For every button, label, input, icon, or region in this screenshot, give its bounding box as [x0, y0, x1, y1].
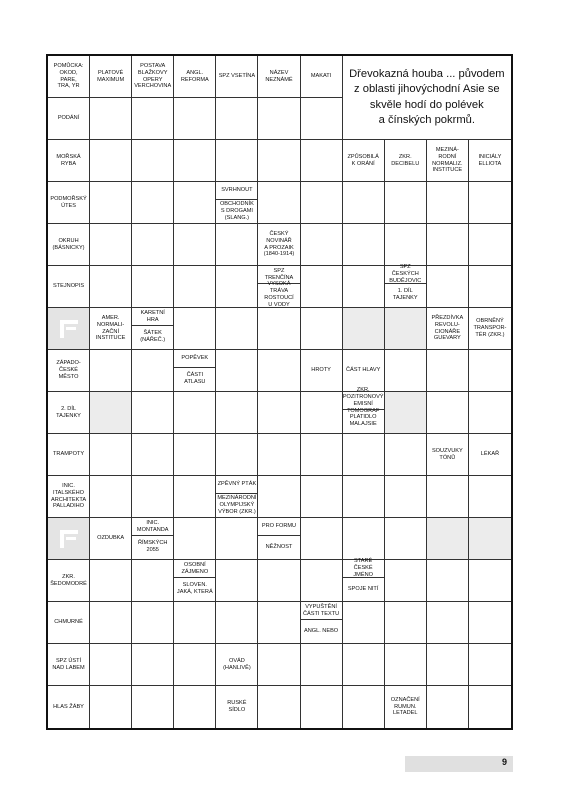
answer-cell[interactable] [385, 308, 427, 350]
answer-cell[interactable] [385, 224, 427, 266]
clue-cell [48, 644, 90, 686]
answer-cell[interactable] [174, 98, 216, 140]
answer-cell[interactable] [132, 140, 174, 182]
answer-cell[interactable] [427, 644, 469, 686]
puzzle-title: Dřevokazná houba ... původem z oblasti jihovýchodní Asie se skvěle hodí do polévek a čínských pokrmů. [343, 56, 511, 139]
answer-cell[interactable] [343, 182, 385, 224]
answer-cell[interactable] [258, 686, 300, 728]
answer-cell[interactable] [90, 602, 132, 644]
answer-cell[interactable] [427, 518, 469, 560]
answer-cell[interactable] [385, 392, 427, 434]
clue-cell [343, 350, 385, 392]
publisher-logo-icon [48, 518, 89, 559]
answer-cell[interactable] [216, 266, 258, 308]
answer-cell[interactable] [343, 266, 385, 308]
clue-cell [174, 56, 216, 98]
clue-text-bottom: OBCHODNÍK S DROGAMI (SLANG.) [216, 199, 257, 223]
answer-cell[interactable] [216, 98, 258, 140]
answer-cell[interactable] [258, 350, 300, 392]
answer-cell[interactable] [427, 602, 469, 644]
clue-text-top: SPZ ČESKÝCH BUDĚJOVIC [389, 264, 422, 285]
clue-text-bottom: MEZINÁRODNÍ OLYMPIJSKÝ VÝBOR (ZKR.) [216, 493, 257, 517]
clue-text: ZKR. DECIBELU [391, 153, 420, 167]
clue-text: PODMOŘSKÝ ÚTES [50, 195, 87, 209]
clue-text: MAKATI [310, 73, 332, 79]
answer-cell[interactable] [385, 434, 427, 476]
clue-cell [48, 434, 90, 476]
clue-cell [48, 476, 90, 518]
answer-cell[interactable] [174, 602, 216, 644]
answer-cell[interactable] [385, 560, 427, 602]
clue-cell [132, 308, 174, 350]
answer-cell[interactable] [90, 224, 132, 266]
clue-cell [90, 518, 132, 560]
clue-text-top: POPĚVEK [181, 355, 209, 362]
clue-text-top: SPZ TRENČÍNA [264, 267, 294, 281]
clue-text-top: ZPĚVNÝ PTÁK [217, 481, 257, 488]
clue-text: PODÁNÍ [57, 115, 80, 121]
clue-text: MOŘSKÁ RYBA [56, 153, 81, 167]
clue-cell [48, 224, 90, 266]
clue-text: ZPŮSOBILÁ K ORÁNÍ [347, 153, 379, 167]
clue-cell [48, 350, 90, 392]
clue-text: OZDUBKA [97, 535, 125, 541]
page-number-bar [405, 756, 513, 772]
answer-cell[interactable] [216, 434, 258, 476]
answer-cell[interactable] [427, 686, 469, 728]
logo-cell [48, 308, 90, 350]
answer-cell[interactable] [90, 686, 132, 728]
clue-text-bottom: 1. DÍL TAJENKY [385, 283, 426, 307]
clue-text-bottom: ČÁSTI ATLASU [174, 367, 215, 391]
answer-cell[interactable] [174, 434, 216, 476]
clue-text: HROTY [311, 367, 331, 373]
answer-cell[interactable] [427, 560, 469, 602]
clue-cell [216, 56, 258, 98]
clue-text: CHMURNÉ [54, 619, 83, 625]
clue-text: HLAS ŽÁBY [53, 703, 84, 710]
clue-text-bottom: SPOJE NITÍ [343, 577, 384, 601]
answer-cell[interactable] [343, 602, 385, 644]
clue-text: AMER. NORMALI- ZAČNÍ INSTITUCE [95, 314, 126, 342]
answer-cell[interactable] [132, 476, 174, 518]
answer-cell[interactable] [385, 350, 427, 392]
clue-cell [301, 56, 343, 98]
answer-cell[interactable] [90, 266, 132, 308]
answer-cell[interactable] [469, 644, 511, 686]
clue-cell [48, 266, 90, 308]
answer-cell[interactable] [90, 392, 132, 434]
answer-cell[interactable] [427, 266, 469, 308]
clue-cell [48, 686, 90, 728]
clue-cell [258, 224, 300, 266]
answer-cell[interactable] [258, 434, 300, 476]
clue-cell [469, 434, 511, 476]
clue-cell [48, 56, 90, 98]
clue-cell [174, 350, 216, 392]
answer-cell[interactable] [174, 140, 216, 182]
answer-cell[interactable] [216, 308, 258, 350]
clue-cell [427, 140, 469, 182]
clue-cell [427, 308, 469, 350]
answer-cell[interactable] [216, 602, 258, 644]
answer-cell[interactable] [343, 644, 385, 686]
answer-cell[interactable] [216, 140, 258, 182]
clue-text: OVÁD (HANLIVĚ) [223, 657, 251, 671]
answer-cell[interactable] [132, 560, 174, 602]
clue-text: LÉKAŘ [480, 451, 500, 457]
clue-text-bottom: VYSOKÁ TRÁVA ROSTOUCÍ U VODY [258, 283, 299, 307]
title-divider-bottom [343, 139, 511, 140]
clue-cell [90, 308, 132, 350]
answer-cell[interactable] [427, 182, 469, 224]
answer-cell[interactable] [301, 476, 343, 518]
answer-cell[interactable] [216, 224, 258, 266]
answer-cell[interactable] [132, 392, 174, 434]
answer-cell[interactable] [90, 350, 132, 392]
clue-text-bottom: PLATIDLO MALAJSIE [343, 409, 384, 433]
answer-cell[interactable] [427, 350, 469, 392]
clue-text: PLATOVÉ MAXIMUM [97, 69, 125, 83]
answer-cell[interactable] [174, 224, 216, 266]
answer-cell[interactable] [385, 476, 427, 518]
clue-cell [132, 518, 174, 560]
answer-cell[interactable] [174, 182, 216, 224]
answer-cell[interactable] [258, 602, 300, 644]
answer-cell[interactable] [469, 602, 511, 644]
page-number: 9 [501, 757, 507, 767]
clue-cell [48, 140, 90, 182]
answer-cell[interactable] [385, 518, 427, 560]
clue-cell [258, 266, 300, 308]
clue-text: SOUZVUKY TÓNŮ [431, 447, 463, 461]
answer-cell[interactable] [343, 476, 385, 518]
answer-cell[interactable] [469, 560, 511, 602]
clue-text: ČÁST HLAVY [346, 367, 381, 373]
answer-cell[interactable] [258, 644, 300, 686]
answer-cell[interactable] [90, 644, 132, 686]
clue-text-top: STARÉ ČESKÉ JMÉNO [353, 558, 373, 579]
clue-text-bottom: ANGL. NEBO [301, 619, 342, 643]
answer-cell[interactable] [385, 644, 427, 686]
clue-cell [48, 392, 90, 434]
clue-cell [469, 140, 511, 182]
clue-cell [343, 560, 385, 602]
answer-cell[interactable] [216, 350, 258, 392]
answer-cell[interactable] [258, 308, 300, 350]
clue-text: OBRNĚNÝ TRANSPOR- TÉR (ZKR.) [473, 318, 507, 338]
clue-text: POSTAVA BLAŽKOVY OPERY VERCHOVINA [134, 62, 172, 90]
answer-cell[interactable] [132, 350, 174, 392]
clue-cell [132, 56, 174, 98]
answer-cell[interactable] [469, 686, 511, 728]
clue-text: NÁZEV NEZNÁMÉ [265, 69, 293, 83]
clue-text-top: KARETNÍ HRA [140, 309, 165, 323]
answer-cell[interactable] [343, 518, 385, 560]
clue-cell [258, 518, 300, 560]
answer-cell[interactable] [132, 686, 174, 728]
answer-cell[interactable] [301, 98, 343, 140]
answer-cell[interactable] [469, 182, 511, 224]
answer-cell[interactable] [343, 308, 385, 350]
clue-text-top: INIC. MONTANDA [136, 519, 169, 533]
answer-cell[interactable] [90, 560, 132, 602]
answer-cell[interactable] [385, 602, 427, 644]
answer-cell[interactable] [258, 392, 300, 434]
answer-cell[interactable] [174, 308, 216, 350]
clue-cell [48, 560, 90, 602]
clue-cell [90, 56, 132, 98]
clue-text: TRAMPOTY [53, 451, 85, 457]
answer-cell[interactable] [343, 224, 385, 266]
answer-cell[interactable] [301, 140, 343, 182]
answer-cell[interactable] [301, 686, 343, 728]
answer-cell[interactable] [174, 392, 216, 434]
clue-text: 2. DÍL TAJENKY [56, 405, 81, 419]
clue-text: OKRUH (BÁSNICKY) [52, 237, 85, 251]
answer-cell[interactable] [216, 518, 258, 560]
answer-cell[interactable] [174, 644, 216, 686]
answer-cell[interactable] [90, 140, 132, 182]
clue-text: ANGL. REFORMA [180, 69, 209, 83]
answer-cell[interactable] [90, 434, 132, 476]
clue-cell [301, 602, 343, 644]
clue-cell [385, 266, 427, 308]
answer-cell[interactable] [427, 224, 469, 266]
clue-text-bottom: NĚŽNOST [258, 535, 299, 559]
clue-cell [48, 602, 90, 644]
clue-cell [216, 476, 258, 518]
answer-cell[interactable] [301, 560, 343, 602]
clue-cell [342, 386, 385, 434]
answer-cell[interactable] [343, 686, 385, 728]
clue-text-bottom: ŠÁTEK (NÁŘEČ.) [132, 325, 173, 349]
answer-cell[interactable] [174, 686, 216, 728]
clue-cell [343, 140, 385, 182]
answer-cell[interactable] [427, 392, 469, 434]
clue-cell [48, 98, 90, 140]
answer-cell[interactable] [90, 98, 132, 140]
clue-text: RUSKÉ SÍDLO [227, 700, 247, 713]
clue-text-top: VYPUŠTĚNÍ ČÁSTI TEXTU [302, 603, 340, 617]
answer-cell[interactable] [132, 224, 174, 266]
answer-cell[interactable] [301, 308, 343, 350]
clue-text-top: ZKR. POZITRONOVÝ EMISNÍ TOMOGRAF [342, 386, 384, 414]
clue-text: SPZ ÚSTÍ NAD LABEM [52, 657, 85, 671]
clue-text: MEZINÁ- RODNÍ NORMALIZ. INSTITUCE [432, 146, 463, 174]
answer-cell[interactable] [301, 224, 343, 266]
clue-text: INICIÁLY ELLIOTA [478, 153, 502, 167]
answer-cell[interactable] [301, 266, 343, 308]
clue-cell [301, 350, 343, 392]
answer-cell[interactable] [132, 644, 174, 686]
logo-cell [48, 518, 90, 560]
answer-cell[interactable] [174, 476, 216, 518]
clue-text-top: OSOBNÍ ZÁJMENO [181, 561, 209, 575]
clue-text: ZKR. ŠEDOMODRÉ [50, 573, 87, 587]
clue-text-bottom: SLOVEN. JAKÁ, KTERÁ [174, 577, 215, 601]
clue-cell [385, 140, 427, 182]
answer-cell[interactable] [469, 476, 511, 518]
publisher-logo-icon [48, 308, 89, 349]
answer-cell[interactable] [258, 98, 300, 140]
answer-cell[interactable] [427, 476, 469, 518]
answer-cell[interactable] [258, 560, 300, 602]
answer-cell[interactable] [301, 644, 343, 686]
clue-text: ČESKÝ NOVINÁŘ A PROZAIK (1840-1914) [263, 230, 295, 258]
clue-cell [427, 434, 469, 476]
clue-text: SPZ VSETÍNA [218, 73, 256, 79]
answer-cell[interactable] [301, 392, 343, 434]
clue-text: PŘEZDÍVKA REVOLU- CIONÁŘE GUEVARY [431, 314, 464, 342]
answer-cell[interactable] [174, 266, 216, 308]
clue-cell [48, 182, 90, 224]
clue-text: POMŮCKA: OKOD, PARE, TRA, YR [53, 62, 84, 90]
clue-cell [216, 644, 258, 686]
answer-cell[interactable] [132, 602, 174, 644]
clue-cell [216, 686, 258, 728]
answer-cell[interactable] [174, 518, 216, 560]
answer-cell[interactable] [132, 182, 174, 224]
clue-text-bottom: ŘÍMSKÝCH 2055 [132, 535, 173, 559]
answer-cell[interactable] [469, 224, 511, 266]
answer-cell[interactable] [301, 518, 343, 560]
answer-cell[interactable] [469, 350, 511, 392]
answer-cell[interactable] [258, 182, 300, 224]
answer-cell[interactable] [90, 182, 132, 224]
answer-cell[interactable] [301, 434, 343, 476]
crossword-grid [46, 54, 513, 730]
answer-cell[interactable] [469, 266, 511, 308]
clue-text-top: SVRHNOUT [221, 187, 253, 194]
answer-cell[interactable] [469, 392, 511, 434]
clue-text: INIC. ITALSKÉHO ARCHITEKTA PALLADIHO [51, 482, 87, 510]
clue-text: OZNAČENÍ RUMUN. LETADEL [390, 696, 420, 717]
clue-cell [258, 56, 300, 98]
clue-text: STEJNOPIS [52, 283, 85, 289]
answer-cell[interactable] [132, 266, 174, 308]
answer-cell[interactable] [258, 140, 300, 182]
answer-cell[interactable] [216, 392, 258, 434]
answer-cell[interactable] [90, 476, 132, 518]
answer-cell[interactable] [132, 98, 174, 140]
clue-cell [385, 686, 427, 728]
clue-cell [174, 560, 216, 602]
clue-text: ZÁPADO- ČESKÉ MĚSTO [56, 360, 81, 380]
clue-cell [469, 308, 511, 350]
answer-cell[interactable] [301, 182, 343, 224]
answer-cell[interactable] [258, 476, 300, 518]
answer-cell[interactable] [216, 560, 258, 602]
clue-cell [216, 182, 258, 224]
answer-cell[interactable] [385, 182, 427, 224]
answer-cell[interactable] [132, 434, 174, 476]
answer-cell[interactable] [469, 518, 511, 560]
clue-text-top: PRO FORMU [261, 523, 297, 530]
answer-cell[interactable] [343, 434, 385, 476]
